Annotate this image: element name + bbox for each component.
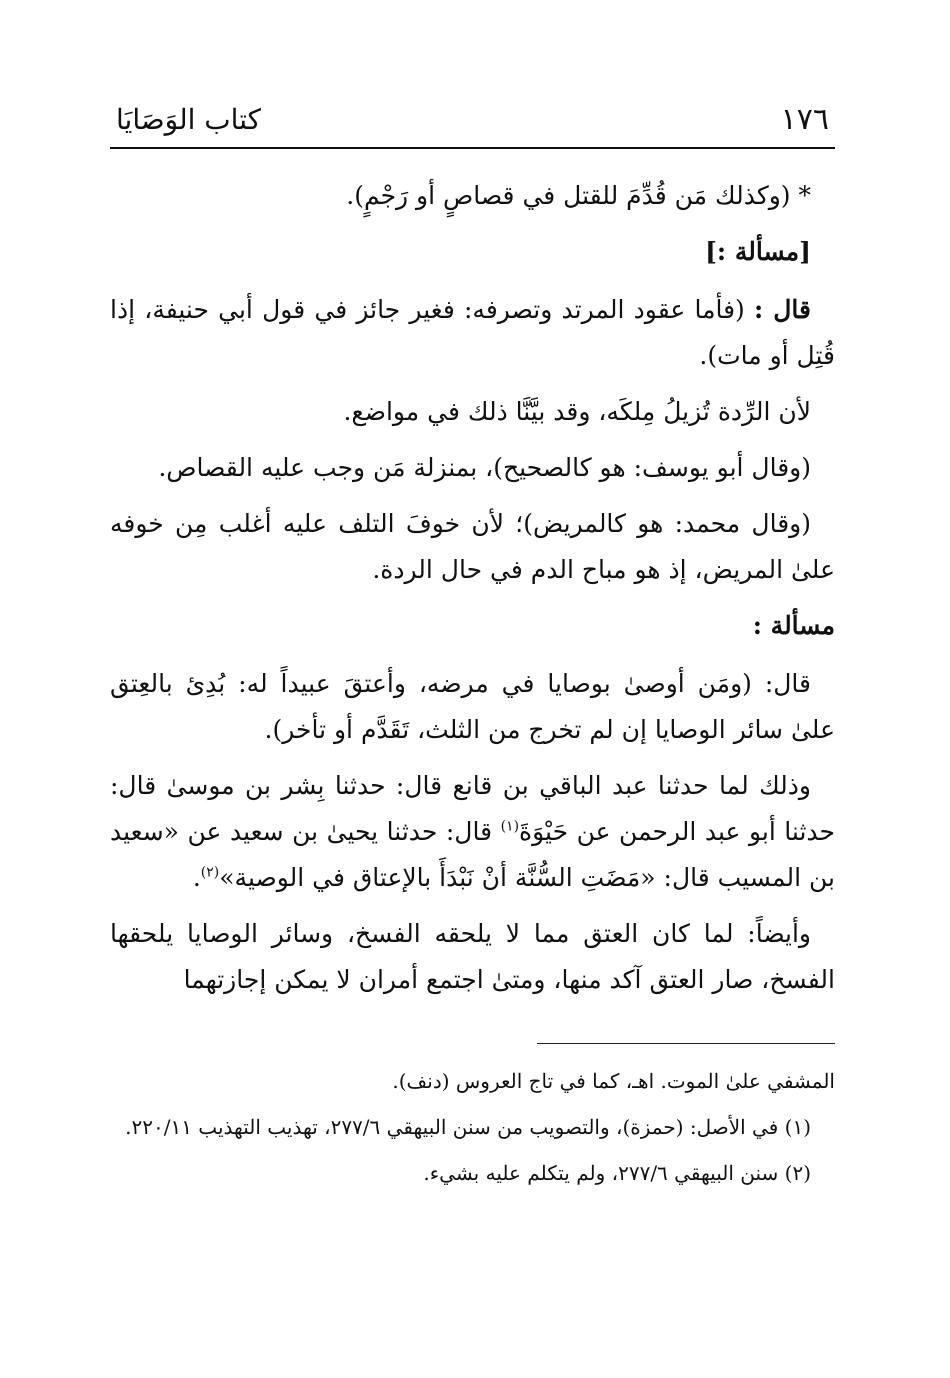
paragraph-4: (وقال محمد: هو كالمريض)؛ لأن خوفَ التلف عليه أغلب مِن خوفه علىٰ المريض، إذ هو مباح الدم في حال الردة. bbox=[110, 509, 835, 584]
footnote-2: (٢) سنن البيهقي ٢٧٧/٦، ولم يتكلم عليه بشيء. bbox=[423, 1161, 811, 1185]
paragraph-3: (وقال أبو يوسف: هو كالصحيح)، بمنزلة مَن وجب عليه القصاص. bbox=[158, 453, 811, 482]
footnote-continuation: المشفي علىٰ الموت. اهـ، كما في تاج العروس (دنف). bbox=[392, 1069, 835, 1093]
paragraph-5: قال: (ومَن أوصىٰ بوصايا في مرضه، وأعتقَ عبيداً له: بُدِئ بالعِتق علىٰ سائر الوصايا إن لم تخرج من الثلث، تَقَدَّم أو تأخر). bbox=[110, 669, 835, 744]
page-number: ١٧٦ bbox=[780, 102, 829, 137]
page-header bbox=[110, 95, 835, 149]
section-heading-1: [مسألة :] bbox=[705, 237, 811, 266]
paragraph-1-text: (فأما عقود المرتد وتصرفه: فغير جائز في قول أبي حنيفة، إذا قُتِل أو مات). bbox=[110, 295, 835, 370]
paragraph-6-part-a: وذلك لما حدثنا عبد الباقي بن قانع قال: حدثنا بِشر بن موسىٰ قال: حدثنا أبو عبد الرحمن عن حَيْوَةَ bbox=[110, 771, 835, 846]
paragraph-6 bbox=[110, 763, 835, 901]
main-text bbox=[110, 173, 835, 1003]
paragraph-6-part-b: قال: حدثنا يحيىٰ بن سعيد عن «سعيد بن المسيب قال: «مَضَتِ السُّنَّة أنْ نَبْدَأَ بالإعتاق في الوصية» bbox=[110, 817, 835, 892]
paragraph-6-part-c: . bbox=[192, 863, 201, 892]
running-title: كتاب الوَصَايَا bbox=[116, 103, 261, 136]
section-heading-2: مسألة : bbox=[752, 611, 835, 640]
paragraph-2: لأن الرِّدة تُزيلُ مِلكَه، وقد بيَّنَّا ذلك في مواضع. bbox=[343, 397, 811, 426]
paragraph-7: وأيضاً: لما كان العتق مما لا يلحقه الفسخ، وسائر الوصايا يلحقها الفسخ، صار العتق آكد منها، ومتىٰ اجتمع أمران لا يمكن إجازتهما bbox=[110, 919, 835, 994]
footnotes bbox=[110, 1062, 835, 1192]
book-page bbox=[110, 95, 835, 1200]
footnote-ref-1[interactable]: (١) bbox=[500, 818, 520, 835]
footnote-1: (١) في الأصل: (حمزة)، والتصويب من سنن البيهقي ٢٧٧/٦، تهذيب التهذيب ٢٢٠/١١. bbox=[125, 1115, 811, 1139]
paragraph-1 bbox=[110, 287, 835, 379]
footnote-ref-2[interactable]: (٢) bbox=[200, 864, 220, 881]
footnote-divider bbox=[537, 1043, 835, 1044]
paragraph-line1: * (وكذلك مَن قُدِّمَ للقتل في قصاصٍ أو رَجْمٍ). bbox=[346, 181, 811, 210]
paragraph-1-keyword: قال : bbox=[754, 295, 811, 324]
